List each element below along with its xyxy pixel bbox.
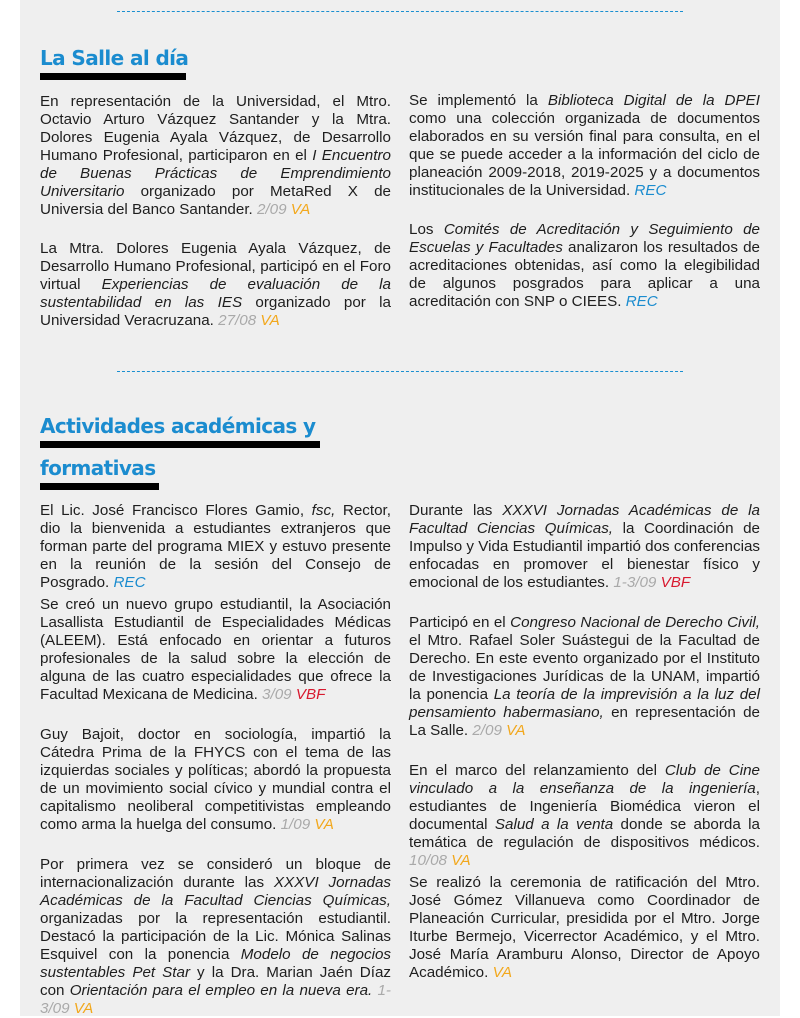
source-tag-va: VA <box>314 816 334 833</box>
body-text: Se creó un nuevo grupo estudiantil, la Asociación Lasallista Estudiantil de Especialidades Médicas (ALEEM). Está enfocado en orientar a futuros profesionales de la salud sobre la elección de alguna de las cuatro especialidades que ofrece la Facultad Mexicana de Medicina. <box>40 596 391 703</box>
source-tag-va: VA <box>73 1000 94 1017</box>
body-text: el Mtro. Rafael Soler Suástegui de la Facultad de Derecho. En este evento organizado por el Instituto de Investigaciones Jurídicas de la UNAM, impartió la ponencia <box>409 632 760 703</box>
body-text: analizaron los resultados de acreditaciones obtenidas, así como la elegibilidad de algunos posgrados para aplicar a una acreditación con SNP o CIEES. <box>409 239 760 310</box>
news-date: 2/09 <box>256 201 287 218</box>
italic-title-text: La teoría de la imprevisión a la luz del pensamiento habermasiano, <box>409 686 760 721</box>
news-item <box>40 596 391 704</box>
news-item <box>409 762 760 870</box>
body-text: Por primera vez se consideró un bloque de internacionalización durante las <box>40 856 391 891</box>
source-tag-rec: REC <box>634 182 667 199</box>
source-tag-rec: REC <box>625 293 658 310</box>
italic-title-text: Orientación para el empleo en la nueva era. <box>69 982 373 999</box>
source-tag-va: VA <box>290 201 311 218</box>
body-text: organizado por la Universidad Veracruzana. <box>40 294 391 329</box>
source-tag-vbf: VBF <box>660 574 691 591</box>
news-item <box>40 856 391 1018</box>
body-text: Se implementó la <box>409 92 548 109</box>
section-title-actividades-line2: formativas <box>40 456 156 480</box>
italic-title-text: Congreso Nacional de Derecho Civil, <box>510 614 760 631</box>
news-date: 1-3/09 <box>613 574 657 591</box>
section-divider-top <box>117 11 683 12</box>
italic-title-text: Experiencias de evaluación de la sustentabilidad en las IES <box>40 276 391 311</box>
italic-title-text: XXXVI Jornadas Académicas de la Facultad Ciencias Químicas, <box>40 874 392 909</box>
source-tag-va: VA <box>451 852 471 869</box>
news-item <box>409 614 760 740</box>
italic-title-text: XXXVI Jornadas Académicas de la Facultad Ciencias Químicas, <box>409 502 760 537</box>
body-text: La Mtra. Dolores Eugenia Ayala Vázquez, de Desarrollo Humano Profesional, participó en el Foro virtual <box>40 240 391 293</box>
body-text: Los <box>409 221 444 238</box>
section-title-la-salle-al-dia: La Salle al día <box>40 46 189 70</box>
section-title-underline <box>40 441 320 448</box>
news-item <box>40 726 391 834</box>
source-tag-va: VA <box>506 722 526 739</box>
body-text: En representación de la Universidad, el Mtro. Octavio Arturo Vázquez Santander y la Mtra. Dolores Eugenia Ayala Vázquez, de Desarrollo Humano Profesional, participaron en el <box>40 93 391 164</box>
source-tag-rec: REC <box>113 574 146 591</box>
source-tag-va: VA <box>492 964 512 981</box>
news-item <box>409 874 760 982</box>
news-date: 3/09 <box>262 686 292 703</box>
body-text: en representación de La Salle. <box>409 704 760 739</box>
news-item <box>40 240 391 330</box>
source-tag-vbf: VBF <box>295 686 326 703</box>
italic-title-text: fsc, <box>311 502 336 519</box>
body-text: y la Dra. Marian Jaén Díaz con <box>40 964 391 999</box>
italic-title-text: Modelo de negocios sustentables Pet Star <box>40 946 391 981</box>
section-title-actividades-line1: Actividades académicas y <box>40 414 316 438</box>
body-text: Participó en el <box>409 614 511 631</box>
body-text: donde se aborda la temática de regulación de dispositivos médicos. <box>409 816 760 851</box>
body-text: organizado por MetaRed X de Universia del Banco Santander. <box>40 183 391 218</box>
body-text: Guy Bajoit, doctor en sociología, impartió la Cátedra Prima de la FHYCS con el tema de las izquierdas sociales y políticas; abordó la propuesta de un movimiento social cívico y mundial contra el capitalismo neoliberal competitivistas empleando como arma la huelga del consumo. <box>40 726 391 833</box>
news-date: 2/09 <box>472 722 502 739</box>
body-text: como una colección organizada de documentos elaborados en su versión final para consulta, en el que se puede acceder a la información del ciclo de planeación 2009-2018, 2019-2025 y a documentos institucionales de la Universidad. <box>409 110 760 199</box>
news-item <box>409 502 760 592</box>
source-tag-va: VA <box>260 312 280 329</box>
italic-title-text: Biblioteca Digital de la DPEI <box>547 92 760 109</box>
body-text: Se realizó la ceremonia de ratificación del Mtro. José Gómez Villanueva como Coordinador de Planeación Curricular, presidida por el Mtro. Jorge Iturbe Bermejo, Vicerrector Académico, y el Mtro. José María Aramburu Alonso, Director de Apoyo Académico. <box>409 874 760 981</box>
italic-title-text: I Encuentro de Buenas Prácticas de Emprendimiento Universitario <box>40 147 391 200</box>
body-text: , estudiantes de Ingeniería Biomédica vieron el documental <box>409 780 760 833</box>
italic-title-text: Comités de Acreditación y Seguimiento de Escuelas y Facultades <box>409 221 760 256</box>
italic-title-text: Salud a la venta <box>494 816 614 833</box>
news-date: 27/08 <box>218 312 257 329</box>
section-divider-middle <box>117 371 683 372</box>
news-item <box>409 92 760 200</box>
news-date: 10/08 <box>409 852 448 869</box>
body-text: En el marco del relanzamiento del <box>409 762 665 779</box>
body-text: Rector, dio la bienvenida a estudiantes extranjeros que forman parte del programa MIEX y estuvo presente en la reunión de la sesión del Consejo de Posgrado. <box>40 502 391 591</box>
body-text: la Coordinación de Impulso y Vida Estudiantil impartió dos conferencias enfocadas en promover el bienestar físico y emocional de los estudiantes. <box>409 520 760 591</box>
news-date: 1/09 <box>280 816 311 833</box>
section-title-underline <box>40 73 186 80</box>
news-item <box>40 502 391 592</box>
body-text: organizadas por la representación estudiantil. Destacó la participación de la Lic. Mónica Salinas Esquivel con la ponencia <box>40 910 391 963</box>
section-title-underline <box>40 483 159 490</box>
news-date: 1-3/09 <box>40 982 391 1017</box>
news-item <box>409 221 760 311</box>
body-text: Durante las <box>409 502 503 519</box>
body-text: El Lic. José Francisco Flores Gamio, <box>40 502 312 519</box>
news-item <box>40 93 391 219</box>
italic-title-text: Club de Cine vinculado a la enseñanza de la ingeniería <box>409 762 760 797</box>
